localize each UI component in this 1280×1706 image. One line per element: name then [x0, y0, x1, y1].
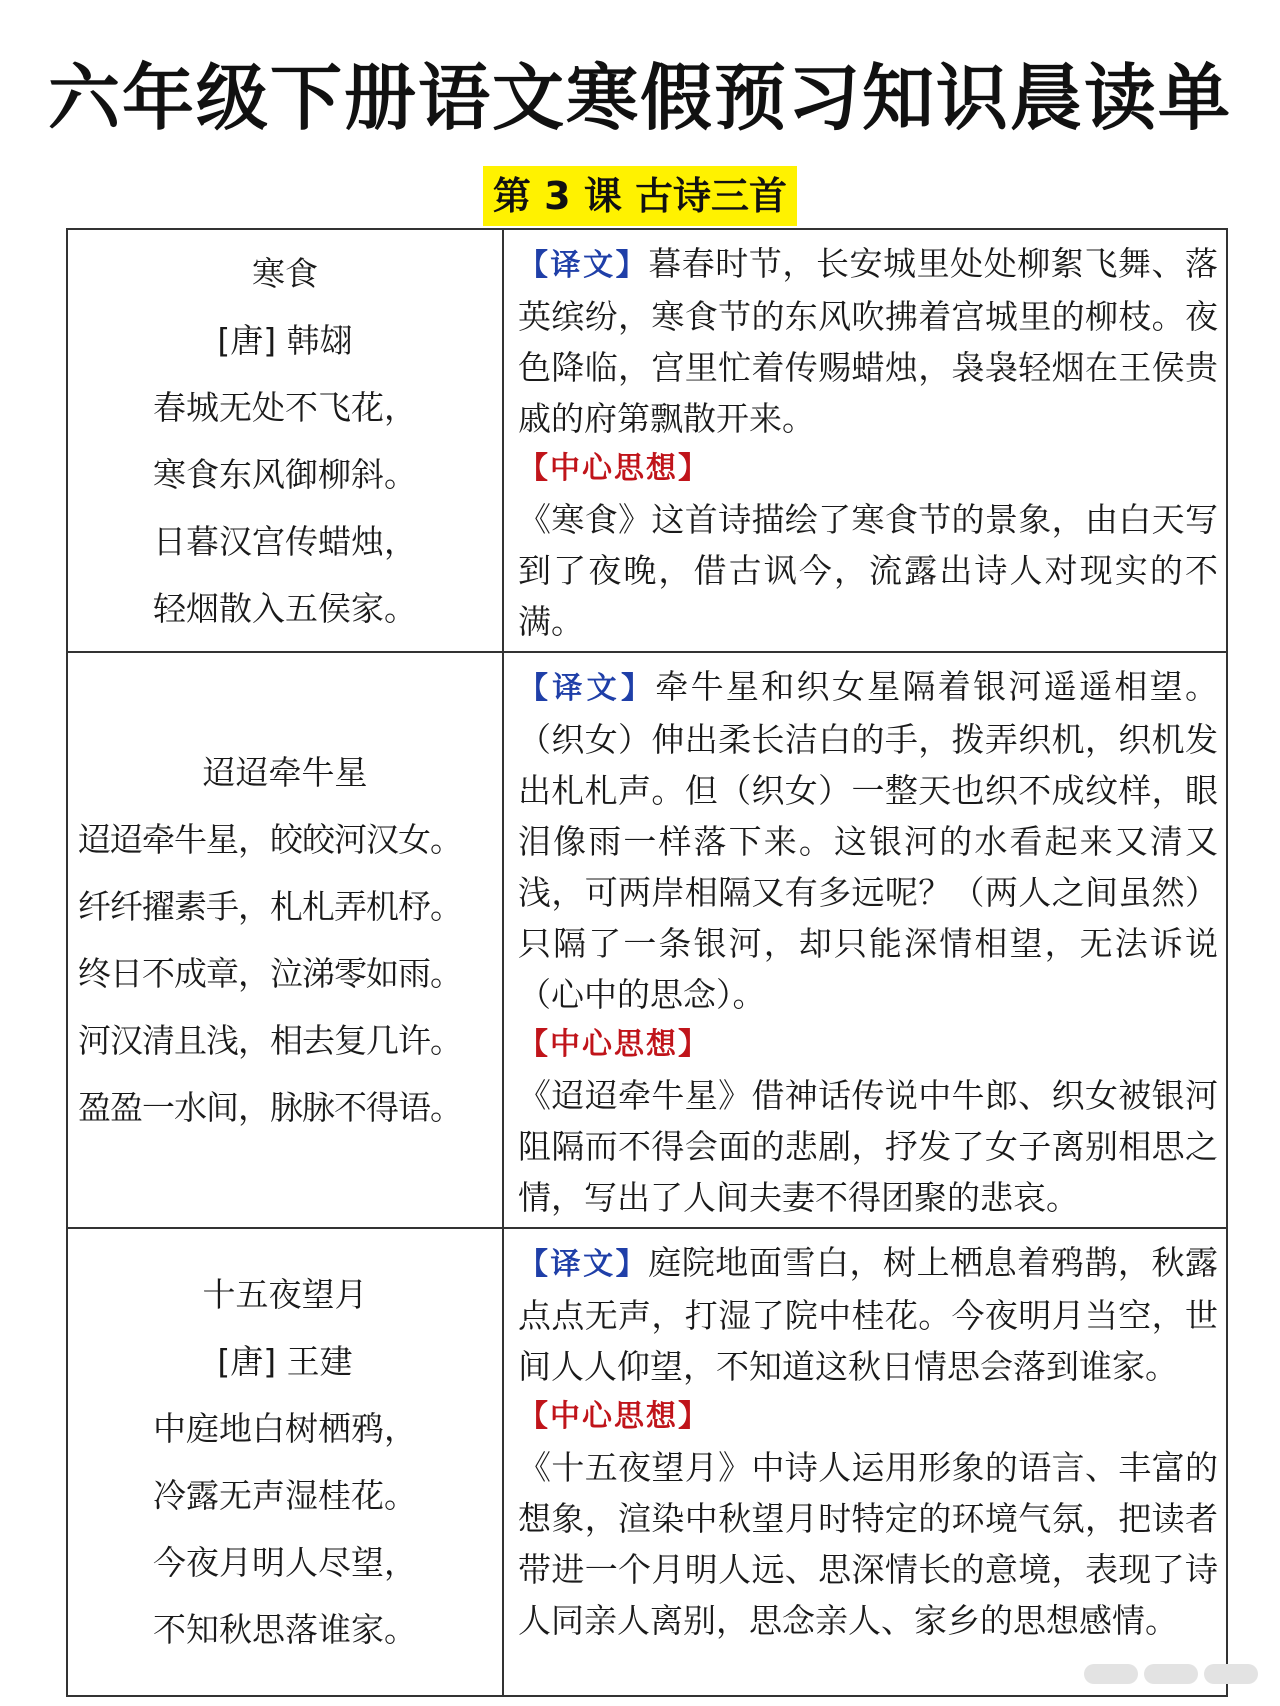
translation-tag: 【译文】 — [518, 671, 656, 706]
watermark-dots — [1084, 1664, 1258, 1684]
theme-tag: 【中心思想】 — [518, 451, 710, 486]
watermark-bar — [1144, 1664, 1198, 1684]
translation-text: 牵牛星和织女星隔着银河遥遥相望。（织女）伸出柔长洁白的手，拨弄织机，织机发出札札声。但（织女）一整天也织不成纹样，眼泪像雨一样落下来。这银河的水看起来又清又浅，可两岸相隔又有多远呢？（两人之间虽然）只隔了一条银河，却只能深情相望，无法诉说（心中的思念）。 — [518, 667, 1219, 1014]
poem-notes-cell — [503, 229, 1227, 652]
poem-line: 不知秋思落谁家。 — [153, 1610, 417, 1649]
translation-tag: 【译文】 — [518, 248, 649, 283]
poem-line: 寒食东风御柳斜。 — [153, 454, 417, 494]
poem-author: [唐] 王建 — [217, 1342, 353, 1381]
poem-line: 迢迢牵牛星，皎皎河汉女。 — [78, 820, 462, 859]
translation-text: 庭院地面雪白，树上栖息着鸦鹊，秋露点点无声，打湿了院中桂花。今夜明月当空，世间人人仰望，不知道这秋日情思会落到谁家。 — [518, 1243, 1219, 1386]
theme-text: 《寒食》这首诗描绘了寒食节的景象，由白天写到了夜晚，借古讽今，流露出诗人对现实的不满。 — [518, 500, 1218, 641]
poem-row — [67, 1228, 1227, 1696]
poem-text-cell — [67, 229, 503, 652]
poem-notes-cell — [503, 652, 1227, 1228]
poem-line: 盈盈一水间，脉脉不得语。 — [78, 1088, 462, 1127]
poem-line: 轻烟散入五侯家。 — [153, 588, 417, 628]
poem-title: 迢迢牵牛星 — [202, 753, 368, 792]
poem-line: 日暮汉宫传蜡烛， — [153, 521, 417, 561]
poem-row — [67, 229, 1227, 652]
poem-line: 中庭地白树栖鸦， — [153, 1409, 417, 1448]
translation-tag: 【译文】 — [518, 1247, 649, 1282]
translation-paragraph — [518, 238, 1218, 444]
poem-table — [66, 228, 1228, 1697]
poem-line: 终日不成章，泣涕零如雨。 — [78, 954, 462, 993]
poem-line: 今夜月明人尽望， — [153, 1543, 417, 1582]
poem-title: 十五夜望月 — [202, 1275, 368, 1314]
theme-tag: 【中心思想】 — [518, 1399, 710, 1434]
theme-text: 《迢迢牵牛星》借神话传说中牛郎、织女被银河阻隔而不得会面的悲剧，抒发了女子离别相思之情，写出了人间夫妻不得团聚的悲哀。 — [518, 1076, 1218, 1217]
translation-paragraph — [518, 661, 1218, 1020]
poem-author: [唐] 韩翃 — [217, 320, 353, 360]
theme-tag: 【中心思想】 — [518, 1027, 710, 1062]
poem-line: 春城无处不飞花， — [153, 387, 417, 427]
watermark-bar — [1204, 1664, 1258, 1684]
lesson-heading-wrap — [0, 166, 1280, 226]
translation-paragraph — [518, 1237, 1218, 1392]
poem-line: 纤纤擢素手，札札弄机杼。 — [78, 887, 462, 926]
theme-text: 《十五夜望月》中诗人运用形象的语言、丰富的想象，渲染中秋望月时特定的环境气氛，把读者带进一个月明人远、思深情长的意境，表现了诗人同亲人离别，思念亲人、家乡的思想感情。 — [518, 1448, 1218, 1640]
poem-text-cell — [67, 1228, 503, 1696]
poem-line: 冷露无声湿桂花。 — [153, 1476, 417, 1515]
poem-title: 寒食 — [252, 253, 318, 293]
poem-text-cell — [67, 652, 503, 1228]
lesson-heading: 第 3 课 古诗三首 — [483, 166, 797, 226]
translation-text: 暮春时节，长安城里处处柳絮飞舞、落英缤纷，寒食节的东风吹拂着宫城里的柳枝。夜色降临，宫里忙着传赐蜡烛，袅袅轻烟在王侯贵戚的府第飘散开来。 — [518, 244, 1219, 438]
page-title: 六年级下册语文寒假预习知识晨读单 — [47, 56, 1232, 140]
poem-line: 河汉清且浅，相去复几许。 — [78, 1021, 462, 1060]
watermark-bar — [1084, 1664, 1138, 1684]
poem-notes-cell — [503, 1228, 1227, 1696]
poem-row — [67, 652, 1227, 1228]
